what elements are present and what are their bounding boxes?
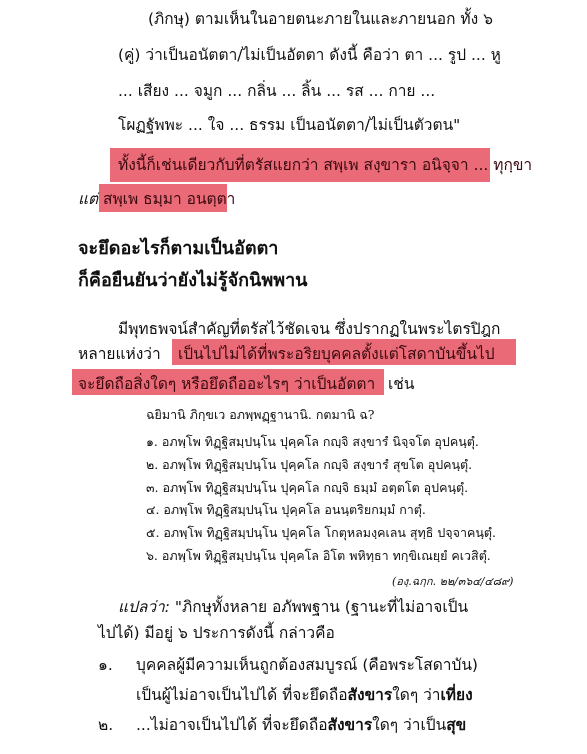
translation-line-1-text: "ภิกษุทั้งหลาย อภัพพฐาน (ฐานะที่ไม่อาจเป็น — [169, 598, 469, 616]
para-line-3-highlight: จะยึดถือสิ่งใดๆ หรือยึดถืออะไรๆ ว่าเป็นอัตตา — [78, 375, 376, 393]
item1-part-a: เป็นผู้ไม่อาจเป็นไปได้ ที่จะยึดถือ — [136, 686, 348, 704]
para-line-2-highlight: เป็นไปไม่ได้ที่พระอริยบุคคลตั้งแต่โสดาบันขึ้นไป — [178, 345, 495, 363]
pali-intro: ฉยิมานิ ภิกฺขเว อภพฺพฏฺฐานานิ. กตมานิ ฉ? — [146, 407, 375, 422]
item1-part-c: ใดๆ ว่า — [392, 686, 441, 704]
translation-item-1-text: บุคคลผู้มีความเห็นถูกต้องสมบูรณ์ (คือพระโสดาบัน) — [136, 656, 478, 674]
translation-item-1-number: ๑. — [98, 656, 113, 674]
section-heading-2: ก็คือยืนยันว่ายังไม่รู้จักนิพพาน — [78, 270, 308, 291]
item2-part-a: ...ไม่อาจเป็นไปได้ ที่จะยึดถือ — [136, 716, 328, 734]
quote-line-3: ... เสียง ... จมูก ... กลิ่น ... ลิ้น ... รส ... กาย ... — [118, 82, 436, 100]
para-line-1: มีพุทธพจน์สำคัญที่ตรัสไว้ชัดเจน ซึ่งปรากฏในพระไตรปิฎก — [118, 320, 501, 338]
pali-item-3: ๓. อภพฺโพ ทิฏฺฐิสมฺปนฺโน ปุคฺคโล กญฺจิ ธมฺมํ อตฺตโต อุปคนฺตุํ. — [146, 480, 469, 495]
quote-line-2: (คู่) ว่าเป็นอนัตตา/ไม่เป็นอัตตา ดังนี้ คือว่า ตา ... รูป ... หู — [118, 46, 501, 64]
para-line-2-prefix: หลายแห่งว่า — [78, 345, 161, 363]
pali-item-4: ๔. อภพฺโพ ทิฏฺฐิสมฺปนฺโน ปุคฺคโล อนนฺตริยกมฺมํ กาตุํ. — [146, 502, 426, 517]
item2-part-c: ใดๆ ว่าเป็น — [372, 716, 447, 734]
para-line-3-suffix: เช่น — [388, 375, 415, 393]
translation-item-2 — [136, 714, 466, 736]
item1-part-d: เที่ยง — [440, 686, 473, 704]
pali-item-2: ๒. อภพฺโพ ทิฏฺฐิสมฺปนฺโน ปุคฺคโล กญฺจิ สงฺขารํ สุขโต อุปคนฺตุํ. — [146, 457, 473, 472]
item2-part-d: สุข — [446, 716, 467, 734]
quote-line-4: โผฏฐัพพะ ... ใจ ... ธรรม เป็นอนัตตา/ไม่เป็นตัวตน" — [118, 116, 461, 134]
item1-part-b: สังขาร — [347, 686, 393, 704]
pali-item-6: ๖. อภพฺโพ ทิฏฺฐิสมฺปนฺโน ปุคฺคโล อิโต พหิทฺธา ทกฺขิเณยฺยํ คเวสิตุํ. — [146, 548, 491, 563]
pali-item-5: ๕. อภพฺโพ ทิฏฺฐิสมฺปนฺโน ปุคฺคโล โกตุหลมงฺคเลน สุทฺธิ ปจฺจาคนฺตุํ. — [146, 525, 496, 540]
highlight-line-2: สพฺเพ ธมฺมา อนตฺตา — [103, 190, 236, 208]
translation-label: แปลว่า: — [118, 598, 170, 616]
section-heading-1: จะยึดอะไรก็ตามเป็นอัตตา — [78, 238, 279, 259]
highlight-line-1: ทั้งนี้ก็เช่นเดียวกับที่ตรัสแยกว่า สพฺเพ สงฺขารา อนิจฺจา ... ทุกฺขา — [118, 156, 533, 174]
highlight-line-2-prefix: แต่ — [78, 190, 99, 208]
pali-reference: (องฺ.ฉกฺก. ๒๒/๓๖๔/๔๘๙) — [392, 575, 514, 588]
translation-line-1 — [118, 596, 468, 618]
pali-item-1: ๑. อภพฺโพ ทิฏฺฐิสมฺปนฺโน ปุคฺคโล กญฺจิ สงฺขารํ นิจฺจโต อุปคนฺตุํ. — [146, 434, 479, 449]
quote-line-1: (ภิกษุ) ตามเห็นในอายตนะภายในและภายนอก ทั้ง ๖ — [148, 10, 493, 28]
translation-line-2: ไปได้) มีอยู่ ๖ ประการดังนี้ กล่าวคือ — [98, 624, 335, 642]
translation-item-2-number: ๒. — [98, 716, 114, 734]
item2-part-b: สังขาร — [327, 716, 373, 734]
translation-item-1-line-2 — [136, 684, 473, 706]
